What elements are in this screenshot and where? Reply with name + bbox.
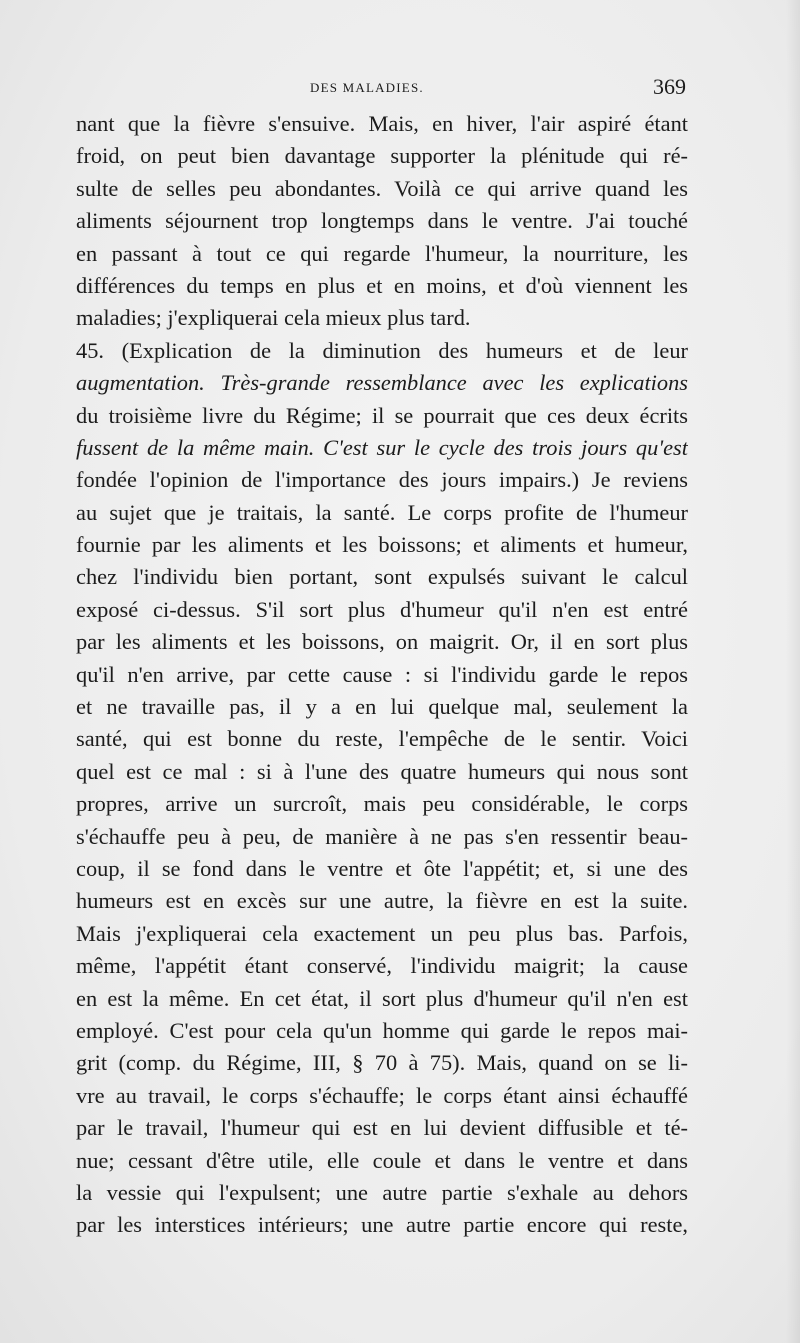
section-45-heading-line: 45. (Explication de la diminution des humeurs et de leur bbox=[76, 337, 688, 363]
page-header bbox=[76, 74, 688, 104]
text-line: par le travail, l'humeur qui est en lui devient diffusible et té- bbox=[76, 1115, 688, 1141]
text-line: par les interstices intérieurs; une autre partie encore qui reste, bbox=[76, 1212, 688, 1238]
text-line: froid, on peut bien davantage supporter la plénitude qui ré- bbox=[76, 143, 688, 169]
text-line: aliments séjournent trop longtemps dans le ventre. J'ai touché bbox=[76, 208, 688, 234]
text-line: Mais j'expliquerai cela exactement un peu plus bas. Parfois, bbox=[76, 920, 688, 946]
text-line: chez l'individu bien portant, sont expulsés suivant le calcul bbox=[76, 564, 688, 590]
text-line: coup, il se fond dans le ventre et ôte l'appétit; et, si une des bbox=[76, 855, 688, 881]
text-line: et ne travaille pas, il y a en lui quelque mal, seulement la bbox=[76, 694, 688, 720]
text-line: sulte de selles peu abondantes. Voilà ce qui arrive quand les bbox=[76, 175, 688, 201]
text-line: propres, arrive un surcroît, mais peu considérable, le corps bbox=[76, 791, 688, 817]
text-line: augmentation. Très-grande ressemblance avec les explications bbox=[76, 370, 688, 396]
text-line: nue; cessant d'être utile, elle coule et dans le ventre et dans bbox=[76, 1147, 688, 1173]
body-text bbox=[76, 108, 688, 1242]
text-line: exposé ci-dessus. S'il sort plus d'humeur qu'il n'en est entré bbox=[76, 596, 688, 622]
text-line: quel est ce mal : si à l'une des quatre humeurs qui nous sont bbox=[76, 758, 688, 784]
text-line: différences du temps en plus et en moins, et d'où viennent les bbox=[76, 272, 688, 298]
text-line: même, l'appétit étant conservé, l'individu maigrit; la cause bbox=[76, 953, 688, 979]
text-line: la vessie qui l'expulsent; une autre partie s'exhale au dehors bbox=[76, 1179, 688, 1205]
text-line: du troisième livre du Régime; il se pourrait que ces deux écrits bbox=[76, 402, 688, 428]
text-line: fournie par les aliments et les boissons; et aliments et humeur, bbox=[76, 532, 688, 558]
text-line: s'échauffe peu à peu, de manière à ne pas s'en ressentir beau- bbox=[76, 823, 688, 849]
page-number: 369 bbox=[653, 74, 686, 99]
text-line: nant que la fièvre s'ensuive. Mais, en hiver, l'air aspiré étant bbox=[76, 111, 688, 136]
text-line: humeurs est en excès sur une autre, la fièvre en est la suite. bbox=[76, 888, 688, 914]
text-line: fondée l'opinion de l'importance des jours impairs.) Je reviens bbox=[76, 467, 688, 493]
text-line: fussent de la même main. C'est sur le cycle des trois jours qu'est bbox=[76, 434, 688, 460]
text-line: vre au travail, le corps s'échauffe; le corps étant ainsi échauffé bbox=[76, 1082, 688, 1108]
text-line: maladies; j'expliquerai cela mieux plus tard. bbox=[76, 305, 471, 331]
text-line: au sujet que je traitais, la santé. Le corps profite de l'humeur bbox=[76, 499, 688, 525]
running-head: DES MALADIES. bbox=[310, 80, 424, 95]
text-line: par les aliments et les boissons, on maigrit. Or, il en sort plus bbox=[76, 629, 688, 655]
text-line: en est la même. En cet état, il sort plus d'humeur qu'il n'en est bbox=[76, 985, 688, 1011]
text-line: grit (comp. du Régime, III, § 70 à 75). Mais, quand on se li- bbox=[76, 1050, 688, 1076]
text-line: qu'il n'en arrive, par cette cause : si l'individu garde le repos bbox=[76, 661, 688, 687]
page-edge-shadow bbox=[786, 0, 800, 1343]
text-line: santé, qui est bonne du reste, l'empêche de le sentir. Voici bbox=[76, 726, 688, 752]
text-line: employé. C'est pour cela qu'un homme qui garde le repos mai- bbox=[76, 1017, 688, 1043]
text-line: en passant à tout ce qui regarde l'humeur, la nourriture, les bbox=[76, 240, 688, 266]
